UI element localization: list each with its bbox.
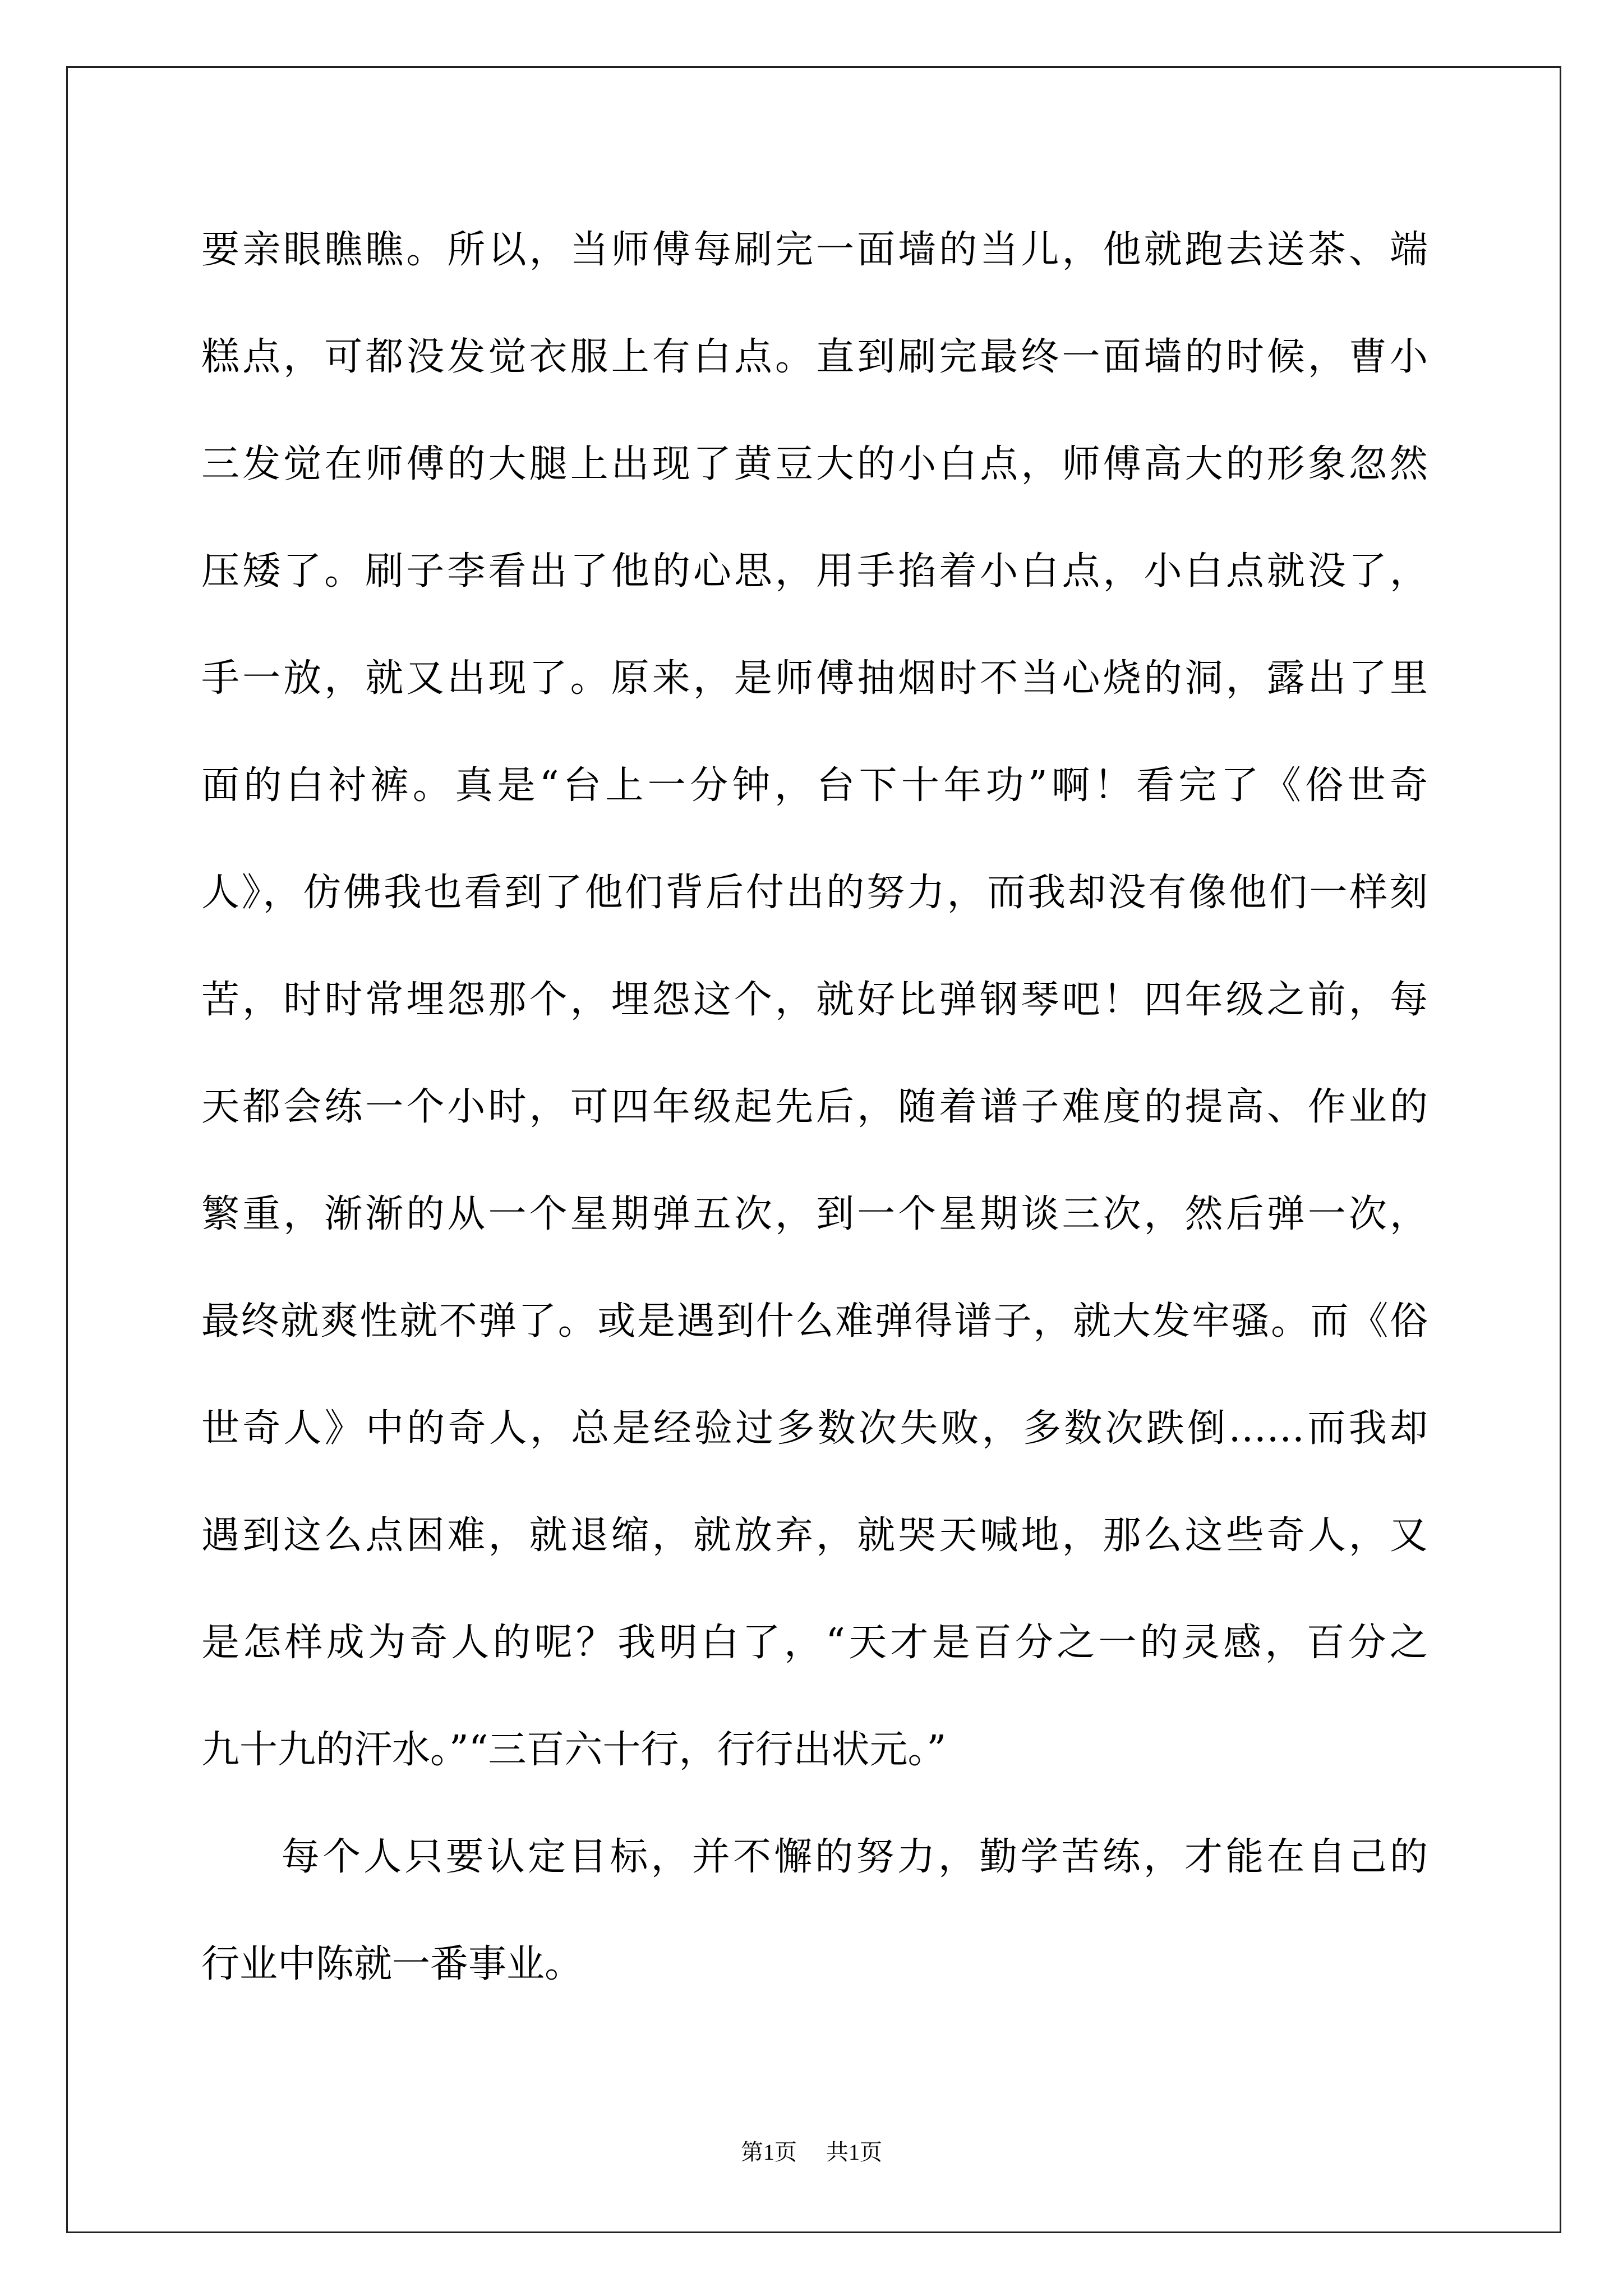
text-line: 要亲眼瞧瞧。所以，当师傅每刷完一面墙的当儿，他就跑去送茶、端 (201, 228, 1428, 272)
text-line: 九十九的汗水。”“三百六十行，行行出状元。” (201, 1728, 947, 1772)
text-line: 糕点，可都没发觉衣服上有白点。直到刷完最终一面墙的时候，曹小 (201, 335, 1428, 379)
page-number: 第1页 (741, 2139, 797, 2165)
text-line: 是怎样成为奇人的呢？我明白了，“天才是百分之一的灵感，百分之 (201, 1621, 1428, 1665)
document-body (201, 196, 1428, 2018)
text-line: 人》，仿佛我也看到了他们背后付出的努力，而我却没有像他们一样刻 (201, 871, 1428, 915)
text-line: 行业中陈就一番事业。 (201, 1942, 583, 1986)
text-line: 面的白衬裤。真是“台上一分钟，台下十年功”啊！看完了《俗世奇 (201, 763, 1428, 808)
text-line: 压矮了。刷子李看出了他的心思，用手掐着小白点，小白点就没了， (201, 549, 1428, 593)
text-line: 三发觉在师傅的大腿上出现了黄豆大的小白点，师傅高大的形象忽然 (201, 442, 1428, 486)
text-line: 最终就爽性就不弹了。或是遇到什么难弹得谱子，就大发牢骚。而《俗 (201, 1299, 1428, 1343)
text-line: 天都会练一个小时，可四年级起先后，随着谱子难度的提高、作业的 (201, 1085, 1428, 1129)
text-line: 繁重，渐渐的从一个星期弹五次，到一个星期谈三次，然后弹一次， (201, 1192, 1428, 1236)
paragraph (201, 196, 1428, 1803)
text-line: 手一放，就又出现了。原来，是师傅抽烟时不当心烧的洞，露出了里 (201, 656, 1428, 701)
page-footer (0, 2136, 1623, 2169)
text-line: 苦，时时常埋怨那个，埋怨这个，就好比弹钢琴吧！四年级之前，每 (201, 978, 1428, 1022)
text-line: 每个人只要认定目标，并不懈的努力，勤学苦练，才能在自己的 (281, 1835, 1428, 1879)
paragraph (201, 1803, 1428, 2018)
text-line: 遇到这么点困难，就退缩，就放弃，就哭天喊地，那么这些奇人，又 (201, 1513, 1428, 1558)
text-line: 世奇人》中的奇人，总是经验过多数次失败，多数次跌倒……而我却 (201, 1406, 1428, 1451)
page-total: 共1页 (826, 2139, 882, 2165)
